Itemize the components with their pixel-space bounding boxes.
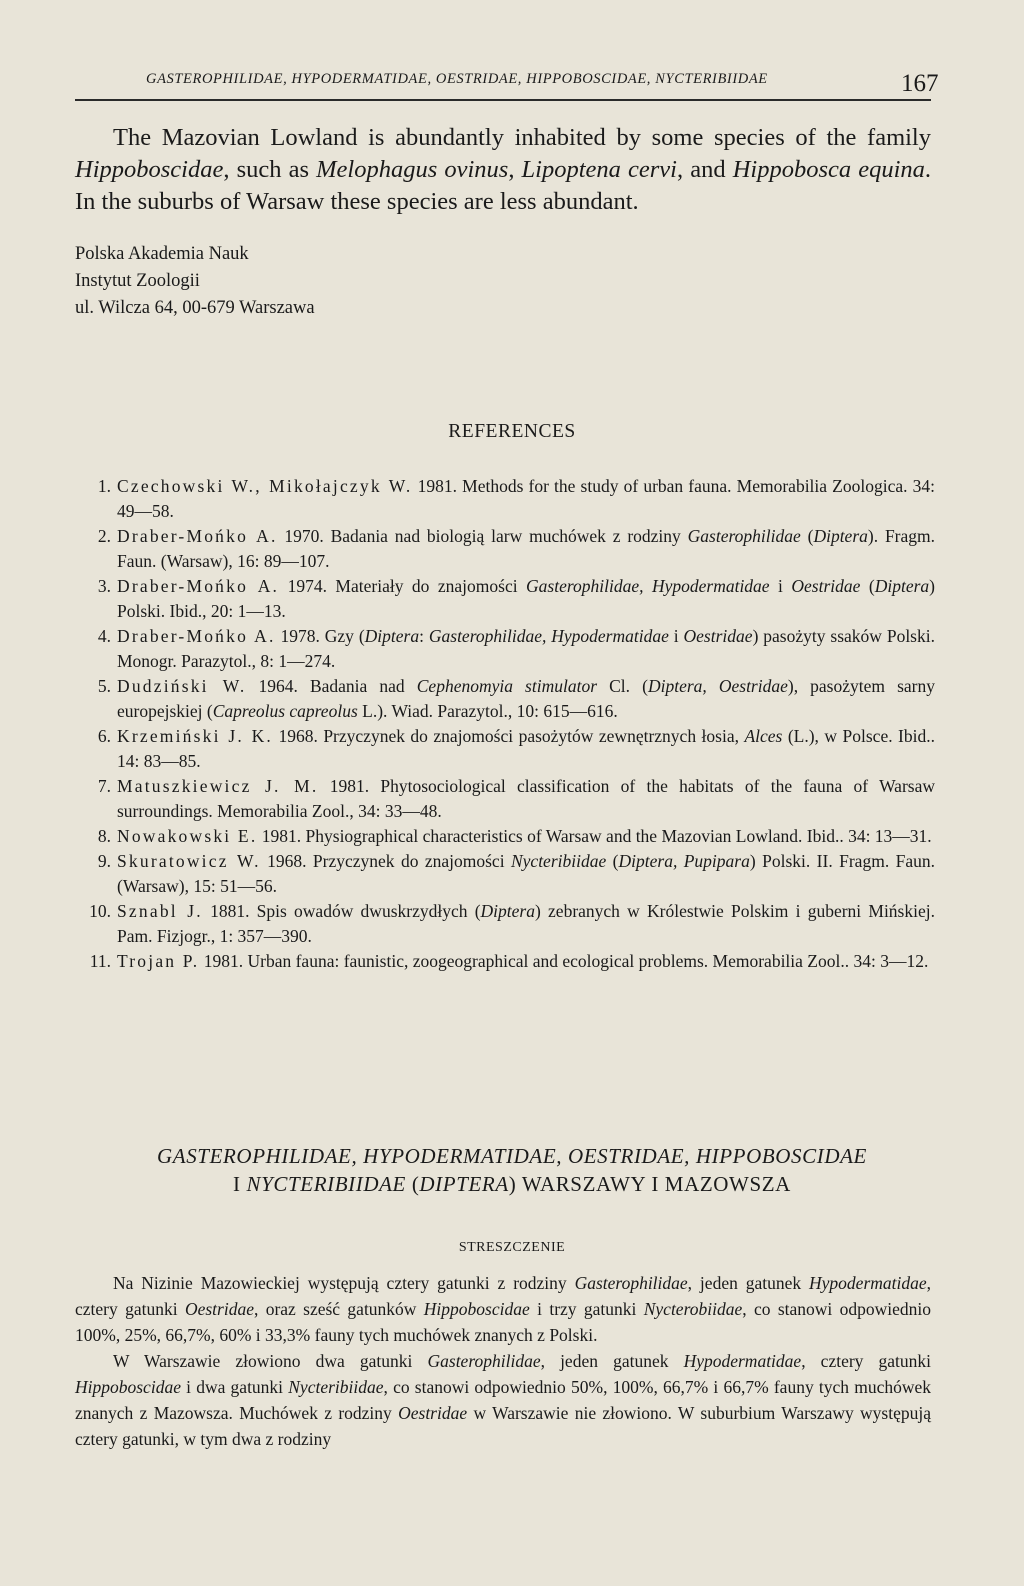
reference-text bbox=[117, 524, 935, 574]
taxon-name: Hypodermatidae bbox=[809, 1273, 927, 1293]
reference-text bbox=[117, 624, 935, 674]
reference-author: Draber-Mońko A. bbox=[117, 526, 278, 546]
abstract-text: Na Nizinie Mazowieckiej występują cztery gatunki z rodziny bbox=[113, 1273, 575, 1293]
reference-italic: Alces bbox=[744, 726, 783, 746]
reference-number: 3. bbox=[97, 576, 111, 596]
reference-body: 1978. Gzy ( bbox=[275, 626, 365, 646]
reference-body: 1964. Badania nad bbox=[246, 676, 417, 696]
reference-item bbox=[75, 624, 935, 674]
taxon-name: Gasterophilidae bbox=[427, 1351, 541, 1371]
reference-item bbox=[75, 474, 935, 524]
reference-item bbox=[75, 524, 935, 574]
taxon-name: Gasterophilidae bbox=[574, 1273, 688, 1293]
abstract-title-taxon: DIPTERA bbox=[419, 1172, 509, 1196]
streszczenie-heading: STRESZCZENIE bbox=[458, 1240, 566, 1255]
reference-body: : bbox=[419, 626, 429, 646]
reference-author: Draber-Mońko A. bbox=[117, 576, 280, 596]
reference-item bbox=[75, 724, 935, 774]
reference-author: Draber-Mońko A. bbox=[117, 626, 276, 646]
reference-number: 5. bbox=[97, 676, 111, 696]
reference-body: i bbox=[769, 576, 792, 596]
reference-author: Skuratowicz W. bbox=[117, 851, 261, 871]
reference-text bbox=[117, 824, 935, 849]
reference-body: (L.), w Polsce. Ibid.. 14: 83—85. bbox=[117, 726, 935, 771]
intro-text: The Mazovian Lowland is abundantly inhabited by some species of the family bbox=[113, 124, 931, 151]
reference-italic: Diptera bbox=[874, 576, 930, 596]
reference-body: 1968. Przyczynek do znajomości bbox=[260, 851, 511, 871]
reference-italic: Diptera bbox=[364, 626, 420, 646]
references-list bbox=[75, 474, 935, 974]
reference-text bbox=[117, 849, 935, 899]
abstract-paragraph bbox=[75, 1270, 931, 1348]
reference-italic: Oestridae bbox=[683, 626, 753, 646]
address-line: Polska Akademia Nauk bbox=[75, 244, 249, 264]
abstract-text: i trzy gatunki bbox=[529, 1299, 644, 1319]
intro-text: , and bbox=[676, 156, 733, 183]
abstract-text: w Warszawie nie złowiono. W suburbium Warszawy występują cztery gatunki, w tym dwa z rodziny bbox=[75, 1403, 931, 1449]
reference-number: 2. bbox=[97, 526, 111, 546]
reference-body: 1968. Przyczynek do znajomości pasożytów zewnętrznych łosia, bbox=[273, 726, 745, 746]
reference-body: i bbox=[668, 626, 684, 646]
reference-item bbox=[75, 849, 935, 899]
intro-text: , bbox=[508, 156, 522, 183]
reference-body: ) Polski. II. Fragm. Faun. (Warsaw), 15: 51—56. bbox=[117, 851, 935, 896]
reference-item bbox=[75, 899, 935, 949]
reference-body: ), pasożytem sarny europejskiej ( bbox=[117, 676, 935, 721]
taxon-name: Hippoboscidae bbox=[75, 1377, 181, 1397]
reference-author: Trojan P. bbox=[117, 951, 200, 971]
header-rule bbox=[75, 99, 931, 101]
reference-body: ( bbox=[860, 576, 875, 596]
reference-body: L.). Wiad. Parazytol., 10: 615—616. bbox=[357, 701, 618, 721]
reference-italic: Oestridae bbox=[791, 576, 861, 596]
taxon-name: Nycterobiidae bbox=[643, 1299, 743, 1319]
references-heading: REFERENCES bbox=[448, 421, 576, 442]
reference-item bbox=[75, 949, 935, 974]
reference-author: Nowakowski E. bbox=[117, 826, 258, 846]
abstract-title bbox=[0, 1142, 1024, 1198]
reference-text bbox=[117, 949, 935, 974]
reference-body: ) zebranych w Królestwie Polskim i guberni Mińskiej. Pam. Fizjogr., 1: 357—390. bbox=[117, 901, 935, 946]
intro-text: , such as bbox=[223, 156, 317, 183]
abstract-text: i dwa gatunki bbox=[180, 1377, 289, 1397]
abstract-text: , co stanowi odpowiednio 50%, 100%, 66,7% i 66,7% fauny tych muchówek znanych z Mazowsza. Muchówek z rodziny bbox=[75, 1377, 931, 1423]
reference-number: 8. bbox=[97, 826, 111, 846]
abstract-text: , oraz sześć gatunków bbox=[253, 1299, 424, 1319]
taxon-name: Hippobosca equina bbox=[732, 156, 925, 183]
abstract-title-text: ( bbox=[405, 1172, 420, 1196]
reference-text bbox=[117, 474, 935, 524]
reference-author: Dudziński W. bbox=[117, 676, 247, 696]
reference-body: ) pasożyty ssaków Polski. Monogr. Parazytol., 8: 1—274. bbox=[117, 626, 935, 671]
reference-text bbox=[117, 674, 935, 724]
address-line: Instytut Zoologii bbox=[75, 271, 200, 291]
taxon-name: Hippoboscidae bbox=[75, 156, 224, 183]
reference-italic: Nycteribiidae bbox=[510, 851, 607, 871]
abstract-text: , jeden gatunek bbox=[540, 1351, 684, 1371]
reference-number: 6. bbox=[97, 726, 111, 746]
reference-number: 10. bbox=[89, 901, 111, 921]
abstract-text: W Warszawie złowiono dwa gatunki bbox=[113, 1351, 428, 1371]
address-line: ul. Wilcza 64, 00-679 Warszawa bbox=[75, 298, 315, 318]
abstract-title-text: I bbox=[233, 1172, 247, 1196]
reference-italic: Diptera, Oestridae bbox=[647, 676, 788, 696]
abstract-text: , cztery gatunki bbox=[75, 1273, 932, 1319]
reference-author: Czechowski W., Mikołajczyk W. bbox=[117, 476, 413, 496]
reference-author: Sznabl J. bbox=[117, 901, 203, 921]
reference-italic: Gasterophilidae, Hypodermatidae bbox=[526, 576, 770, 596]
reference-author: Matuszkiewicz J. M. bbox=[117, 776, 319, 796]
author-address bbox=[75, 241, 315, 322]
taxon-name: Hypodermatidae bbox=[683, 1351, 802, 1371]
reference-body: ( bbox=[800, 526, 814, 546]
reference-italic: Diptera bbox=[480, 901, 535, 921]
abstract-body bbox=[75, 1270, 931, 1452]
reference-text bbox=[117, 774, 935, 824]
reference-italic: Capreolus capreolus bbox=[212, 701, 358, 721]
reference-italic: Gasterophilidae bbox=[687, 526, 801, 546]
taxon-name: Oestridae bbox=[398, 1403, 468, 1423]
abstract-title-line: GASTEROPHILIDAE, HYPODERMATIDAE, OESTRIDAE, HIPPOBOSCIDAE bbox=[157, 1144, 867, 1168]
reference-body: ). Fragm. Faun. (Warsaw), 16: 89—107. bbox=[117, 526, 936, 571]
taxon-name: Oestridae bbox=[184, 1299, 254, 1319]
page-number: 167 bbox=[901, 70, 939, 97]
intro-text: . In the suburbs of Warsaw these species are less abundant. bbox=[75, 156, 932, 215]
taxon-name: Melophagus ovinus bbox=[316, 156, 509, 183]
taxon-name: Hippoboscidae bbox=[423, 1299, 530, 1319]
reference-italic: Gasterophilidae, Hypodermatidae bbox=[428, 626, 669, 646]
reference-body: Cl. ( bbox=[597, 676, 648, 696]
reference-author: Krzemiński J. K. bbox=[117, 726, 273, 746]
reference-body: 1970. Badania nad biologią larw muchówek z rodziny bbox=[277, 526, 688, 546]
reference-body: 1981. Phytosociological classification of the habitats of the fauna of Warsaw surroundings. Memorabilia Zool., 34: 33—48. bbox=[117, 776, 935, 821]
reference-item bbox=[75, 774, 935, 824]
abstract-title-taxon: NYCTERIBIIDAE bbox=[246, 1172, 406, 1196]
reference-body: 1981. Urban fauna: faunistic, zoogeographical and ecological problems. Memorabilia Zool.. 34: 3—12. bbox=[199, 951, 929, 971]
reference-body: 1981. Methods for the study of urban fauna. Memorabilia Zoologica. 34: 49—58. bbox=[117, 476, 935, 521]
abstract-text: , co stanowi odpowiednio 100%, 25%, 66,7%, 60% i 33,3% fauny tych muchówek znanych z Polski. bbox=[75, 1299, 931, 1345]
reference-body: 1974. Materiały do znajomości bbox=[279, 576, 527, 596]
reference-item bbox=[75, 824, 935, 849]
reference-italic: Diptera, Pupipara bbox=[618, 851, 750, 871]
running-head: GASTEROPHILIDAE, HYPODERMATIDAE, OESTRIDAE, HIPPOBOSCIDAE, NYCTERIBIIDAE bbox=[146, 71, 768, 87]
taxon-name: Lipoptena cervi bbox=[521, 156, 677, 183]
reference-number: 7. bbox=[97, 776, 111, 796]
reference-item bbox=[75, 574, 935, 624]
abstract-text: , cztery gatunki bbox=[801, 1351, 932, 1371]
reference-body: ( bbox=[606, 851, 619, 871]
reference-text bbox=[117, 574, 935, 624]
reference-number: 11. bbox=[89, 951, 111, 971]
reference-number: 1. bbox=[97, 476, 111, 496]
abstract-title-text: ) WARSZAWY I MAZOWSZA bbox=[508, 1172, 791, 1196]
reference-number: 4. bbox=[97, 626, 111, 646]
abstract-paragraph bbox=[75, 1348, 931, 1452]
reference-text bbox=[117, 899, 935, 949]
reference-body: 1881. Spis owadów dwuskrzydłych ( bbox=[202, 901, 481, 921]
reference-body: ) Polski. Ibid., 20: 1—13. bbox=[117, 576, 935, 621]
intro-paragraph bbox=[75, 122, 931, 218]
reference-italic: Cephenomyia stimulator bbox=[416, 676, 598, 696]
abstract-text: , jeden gatunek bbox=[687, 1273, 810, 1293]
taxon-name: Nycteribiidae bbox=[288, 1377, 384, 1397]
reference-body: 1981. Physiographical characteristics of Warsaw and the Mazovian Lowland. Ibid.. 34: 13—31. bbox=[257, 826, 932, 846]
reference-number: 9. bbox=[97, 851, 111, 871]
reference-item bbox=[75, 674, 935, 724]
reference-text bbox=[117, 724, 935, 774]
reference-italic: Diptera bbox=[813, 526, 868, 546]
